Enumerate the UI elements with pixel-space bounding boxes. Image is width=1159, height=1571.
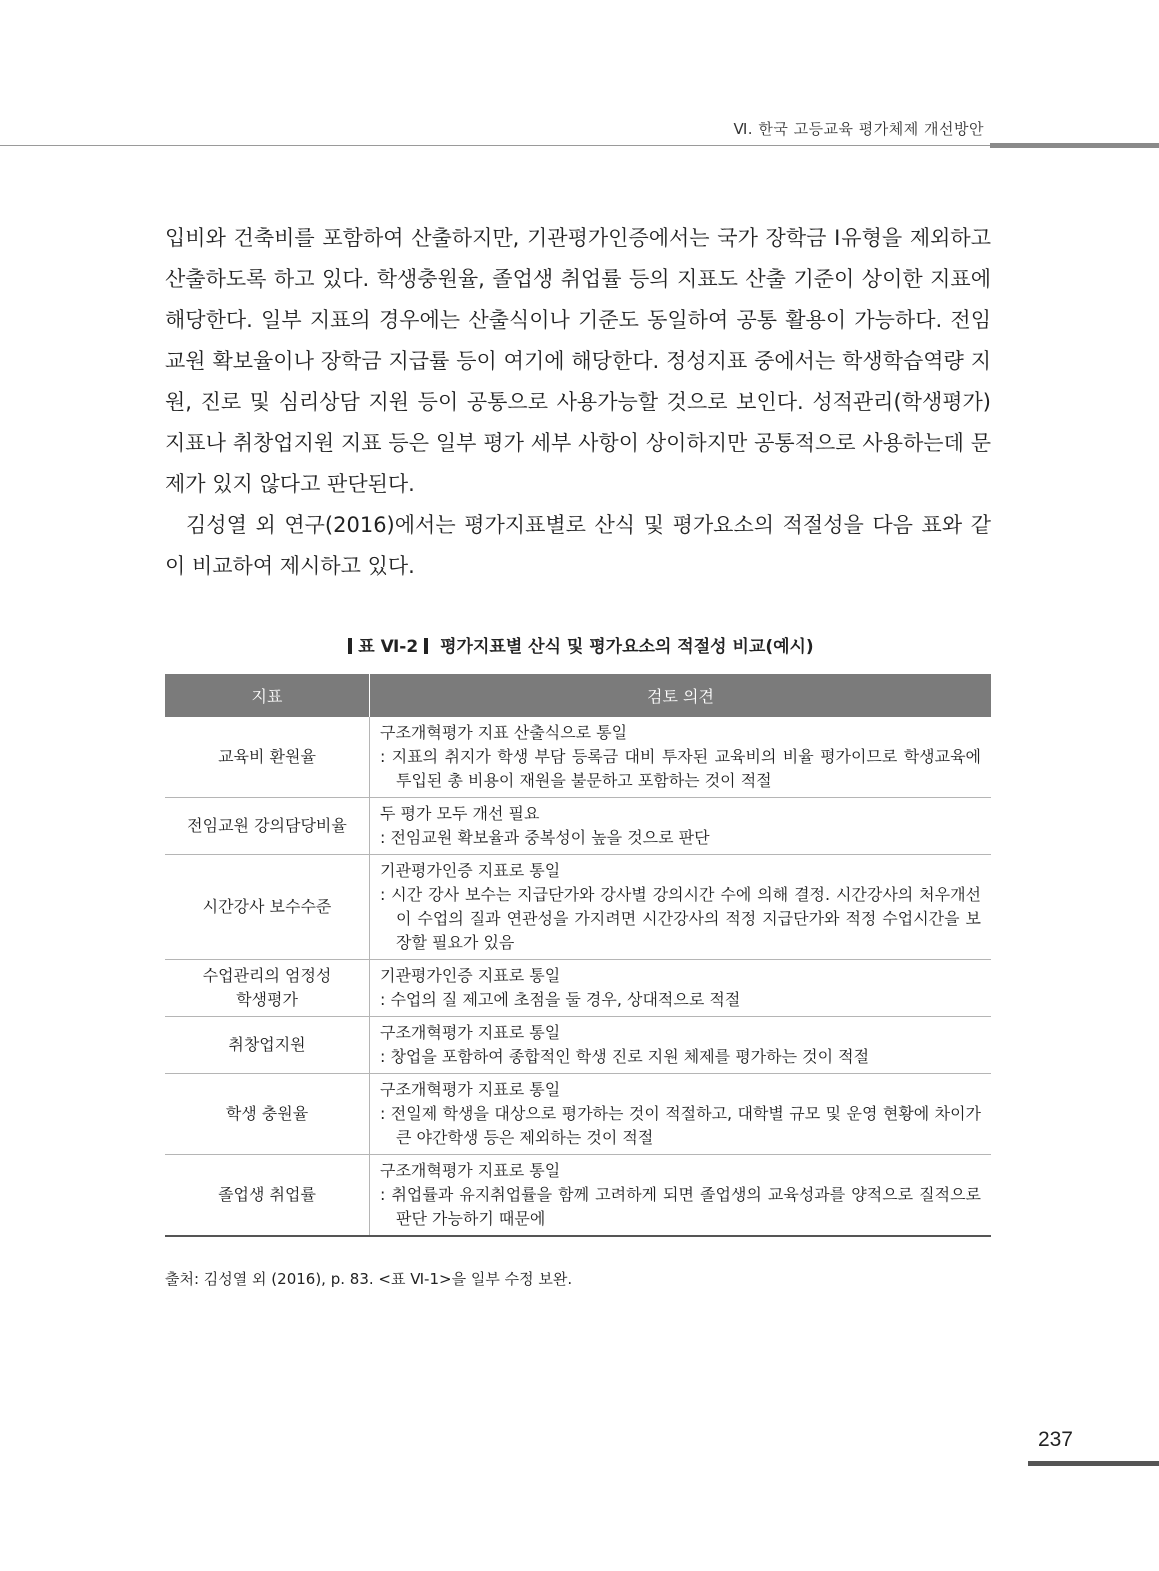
review-detail: : 전임교원 확보율과 중복성이 높을 것으로 판단: [380, 828, 710, 847]
caption-bar-right: [424, 638, 428, 654]
table-row: [165, 1074, 991, 1155]
paragraph: 입비와 건축비를 포함하여 산출하지만, 기관평가인증에서는 국가 장학금 Ⅰ유형을 제외하고 산출하도록 하고 있다. 학생충원율, 졸업생 취업률 등의 지표도 산출 기준이 상이한 지표에 해당한다. 일부 지표의 경우에는 산출식이나 기준도 동일하여 공통 활용이 가능하다. 전임교원 확보율이나 장학금 지급률 등이 여기에 해당한다. 정성지표 중에서는 학생학습역량 지원, 진로 및 심리상담 지원 등이 공통으로 사용가능할 것으로 보인다. 성적관리(학생평가) 지표나 취창업지원 지표 등은 일부 평가 세부 사항이 상이하지만 공통적으로 사용하는데 문제가 있지 않다고 판단된다.: [165, 226, 991, 496]
review-title: 두 평가 모두 개선 필요: [380, 804, 540, 823]
review-title: 구조개혁평가 지표로 통일: [380, 1080, 561, 1099]
review-detail: : 취업률과 유지취업률을 함께 고려하게 되면 졸업생의 교육성과를 양적으로 질적으로 판단 가능하기 때문에: [380, 1185, 981, 1228]
source-note: 출처: 김성열 외 (2016), p. 83. <표 Ⅵ-1>을 일부 수정 보완.: [165, 1270, 573, 1288]
indicator-line: 수업관리의 엄정성: [202, 966, 332, 985]
header-rule-accent: [990, 143, 1159, 148]
table-header-row: [165, 674, 991, 717]
indicator-line: 학생평가: [236, 990, 298, 1009]
table-label: 표 Ⅵ-2: [358, 637, 419, 657]
header-indicator: 지표: [165, 674, 370, 717]
review-detail: : 창업을 포함하여 종합적인 학생 진로 지원 체제를 평가하는 것이 적절: [380, 1047, 870, 1066]
review-cell: [370, 1017, 992, 1074]
review-cell: [370, 717, 992, 798]
table-row: [165, 855, 991, 960]
running-header: Ⅵ. 한국 고등교육 평가체제 개선방안: [733, 120, 984, 138]
indicator-cell: 교육비 환원율: [165, 717, 370, 798]
table-row: [165, 798, 991, 855]
review-detail: : 시간 강사 보수는 지급단가와 강사별 강의시간 수에 의해 결정. 시간강사의 처우개선이 수업의 질과 연관성을 가지려면 시간강사의 적정 지급단가와 적정 수업시간을 보장할 필요가 있음: [380, 885, 981, 952]
paragraph: 김성열 외 연구(2016)에서는 평가지표별로 산식 및 평가요소의 적절성을 다음 표와 같이 비교하여 제시하고 있다.: [165, 513, 991, 578]
indicator-cell: [165, 960, 370, 1017]
indicator-cell: 취창업지원: [165, 1017, 370, 1074]
indicator-cell: 전임교원 강의담당비율: [165, 798, 370, 855]
page-number: 237: [1037, 1428, 1073, 1451]
review-title: 구조개혁평가 지표 산출식으로 통일: [380, 723, 628, 742]
review-detail: : 전일제 학생을 대상으로 평가하는 것이 적절하고, 대학별 규모 및 운영 현황에 차이가 큰 야간학생 등은 제외하는 것이 적절: [380, 1104, 981, 1147]
caption-bar-left: [348, 638, 352, 654]
comparison-table: [165, 674, 991, 1237]
review-title: 구조개혁평가 지표로 통일: [380, 1161, 561, 1180]
review-title: 구조개혁평가 지표로 통일: [380, 1023, 561, 1042]
review-detail: : 지표의 취지가 학생 부담 등록금 대비 투자된 교육비의 비율 평가이므로 학생교육에 투입된 총 비용이 재원을 불문하고 포함하는 것이 적절: [380, 747, 981, 790]
table-caption: [165, 632, 991, 657]
table-row: [165, 1017, 991, 1074]
indicator-cell: 졸업생 취업률: [165, 1155, 370, 1237]
review-detail: : 수업의 질 제고에 초점을 둘 경우, 상대적으로 적절: [380, 990, 741, 1009]
header-review: 검토 의견: [370, 674, 992, 717]
header-rule: [0, 145, 990, 146]
body-text: [165, 218, 991, 587]
review-cell: [370, 1074, 992, 1155]
review-cell: [370, 855, 992, 960]
review-cell: [370, 798, 992, 855]
table-row: [165, 1155, 991, 1237]
review-title: 기관평가인증 지표로 통일: [380, 861, 561, 880]
review-title: 기관평가인증 지표로 통일: [380, 966, 561, 985]
footer-rule: [1028, 1461, 1159, 1466]
table-row: [165, 960, 991, 1017]
table-title: 평가지표별 산식 및 평가요소의 적절성 비교(예시): [440, 637, 814, 657]
indicator-cell: 학생 충원율: [165, 1074, 370, 1155]
review-cell: [370, 960, 992, 1017]
review-cell: [370, 1155, 992, 1237]
table-row: [165, 717, 991, 798]
indicator-cell: 시간강사 보수수준: [165, 855, 370, 960]
